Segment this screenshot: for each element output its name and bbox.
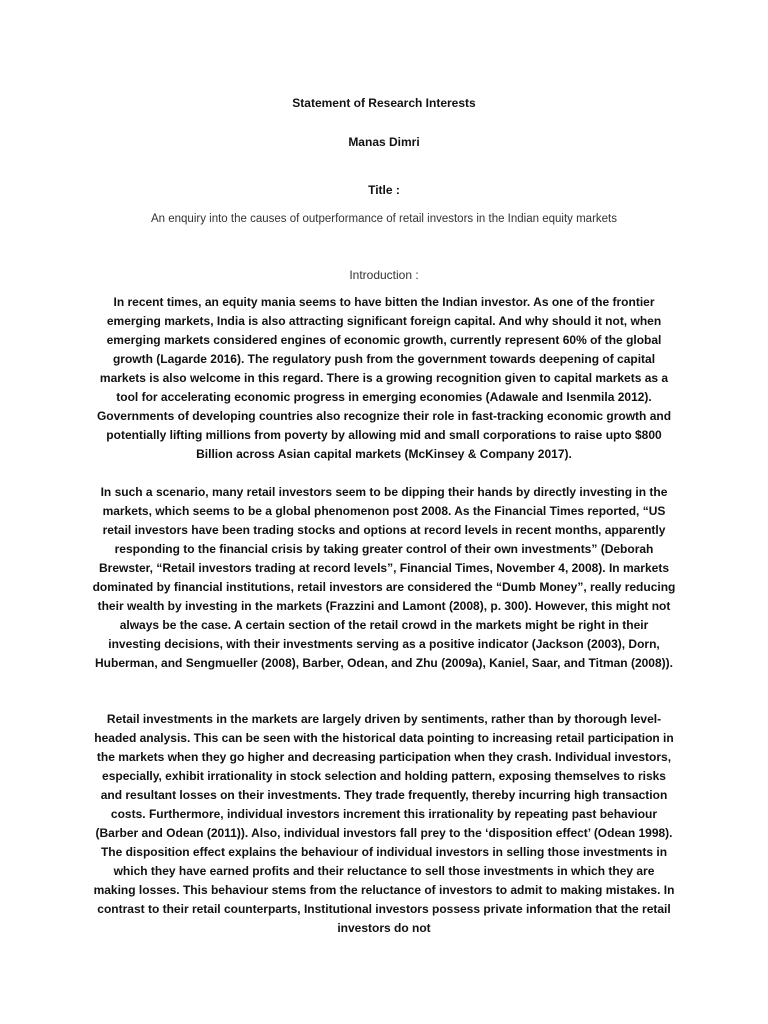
introduction-label: Introduction : — [349, 268, 419, 282]
title-label: Title : — [368, 183, 400, 197]
research-title: An enquiry into the causes of outperformance of retail investors in the Indian equity markets — [150, 213, 617, 225]
document-heading: Statement of Research Interests — [292, 96, 476, 110]
paragraph-3: Retail investments in the markets are largely driven by sentiments, rather than by thorough level-headed analysis. This can be seen with the historical data pointing to increasing retail participation in the markets when they go higher and decreasing participation when they crash. Individual investors, especially, exhibit irrationality in stock selection and holding pattern, exposing themselves to risks and resultant losses on their investments. They trade frequently, thereby incurring high transaction costs. Furthermore, individual investors increment this irrationality by repeating past behaviour (Barber and Odean (2011)). Also, individual investors fall prey to the ‘disposition effect’ (Odean 1998). The disposition effect explains the behaviour of individual investors in selling those investments in which they have earned profits and their reluctance to sell those investments in which they are making losses. This behaviour stems from the reluctance of investors to admit to making mistakes. In contrast to their retail counterparts, Institutional investors possess private information that the retail investors do not — [93, 712, 675, 935]
author-name: Manas Dimri — [348, 135, 420, 149]
paragraph-1: In recent times, an equity mania seems to have bitten the Indian investor. As one of the frontier emerging markets, India is also attracting significant foreign capital. And why should it not, when emerging markets considered engines of economic growth, currently represent 60% of the global growth (Lagarde 2016). The regulatory push from the government towards deepening of capital markets is also welcome in this regard. There is a growing recognition given to capital markets as a tool for accelerating economic progress in emerging economies (Adawale and Isenmila 2012). Governments of developing countries also recognize their role in fast-tracking economic growth and potentially lifting millions from poverty by allowing mid and small corporations to raise upto $800 Billion across Asian capital markets (McKinsey & Company 2017). — [96, 295, 672, 461]
paragraph-2: In such a scenario, many retail investors seem to be dipping their hands by directly investing in the markets, which seems to be a global phenomenon post 2008. As the Financial Times reported, “US retail investors have been trading stocks and options at record levels in recent months, apparently responding to the financial crisis by taking greater control of their own investments” (Deborah Brewster, “Retail investors trading at record levels”, Financial Times, November 4, 2008). In markets dominated by financial institutions, retail investors are considered the “Dumb Money”, really reducing their wealth by investing in the markets (Frazzini and Lamont (2008), p. 300). However, this might not always be the case. A certain section of the retail crowd in the markets might be right in their investing decisions, with their investments serving as a positive indicator (Jackson (2003), Dorn, Huberman, and Sengmueller (2008), Barber, Odean, and Zhu (2009a), Kaniel, Saar, and Titman (2008)). — [92, 485, 676, 670]
